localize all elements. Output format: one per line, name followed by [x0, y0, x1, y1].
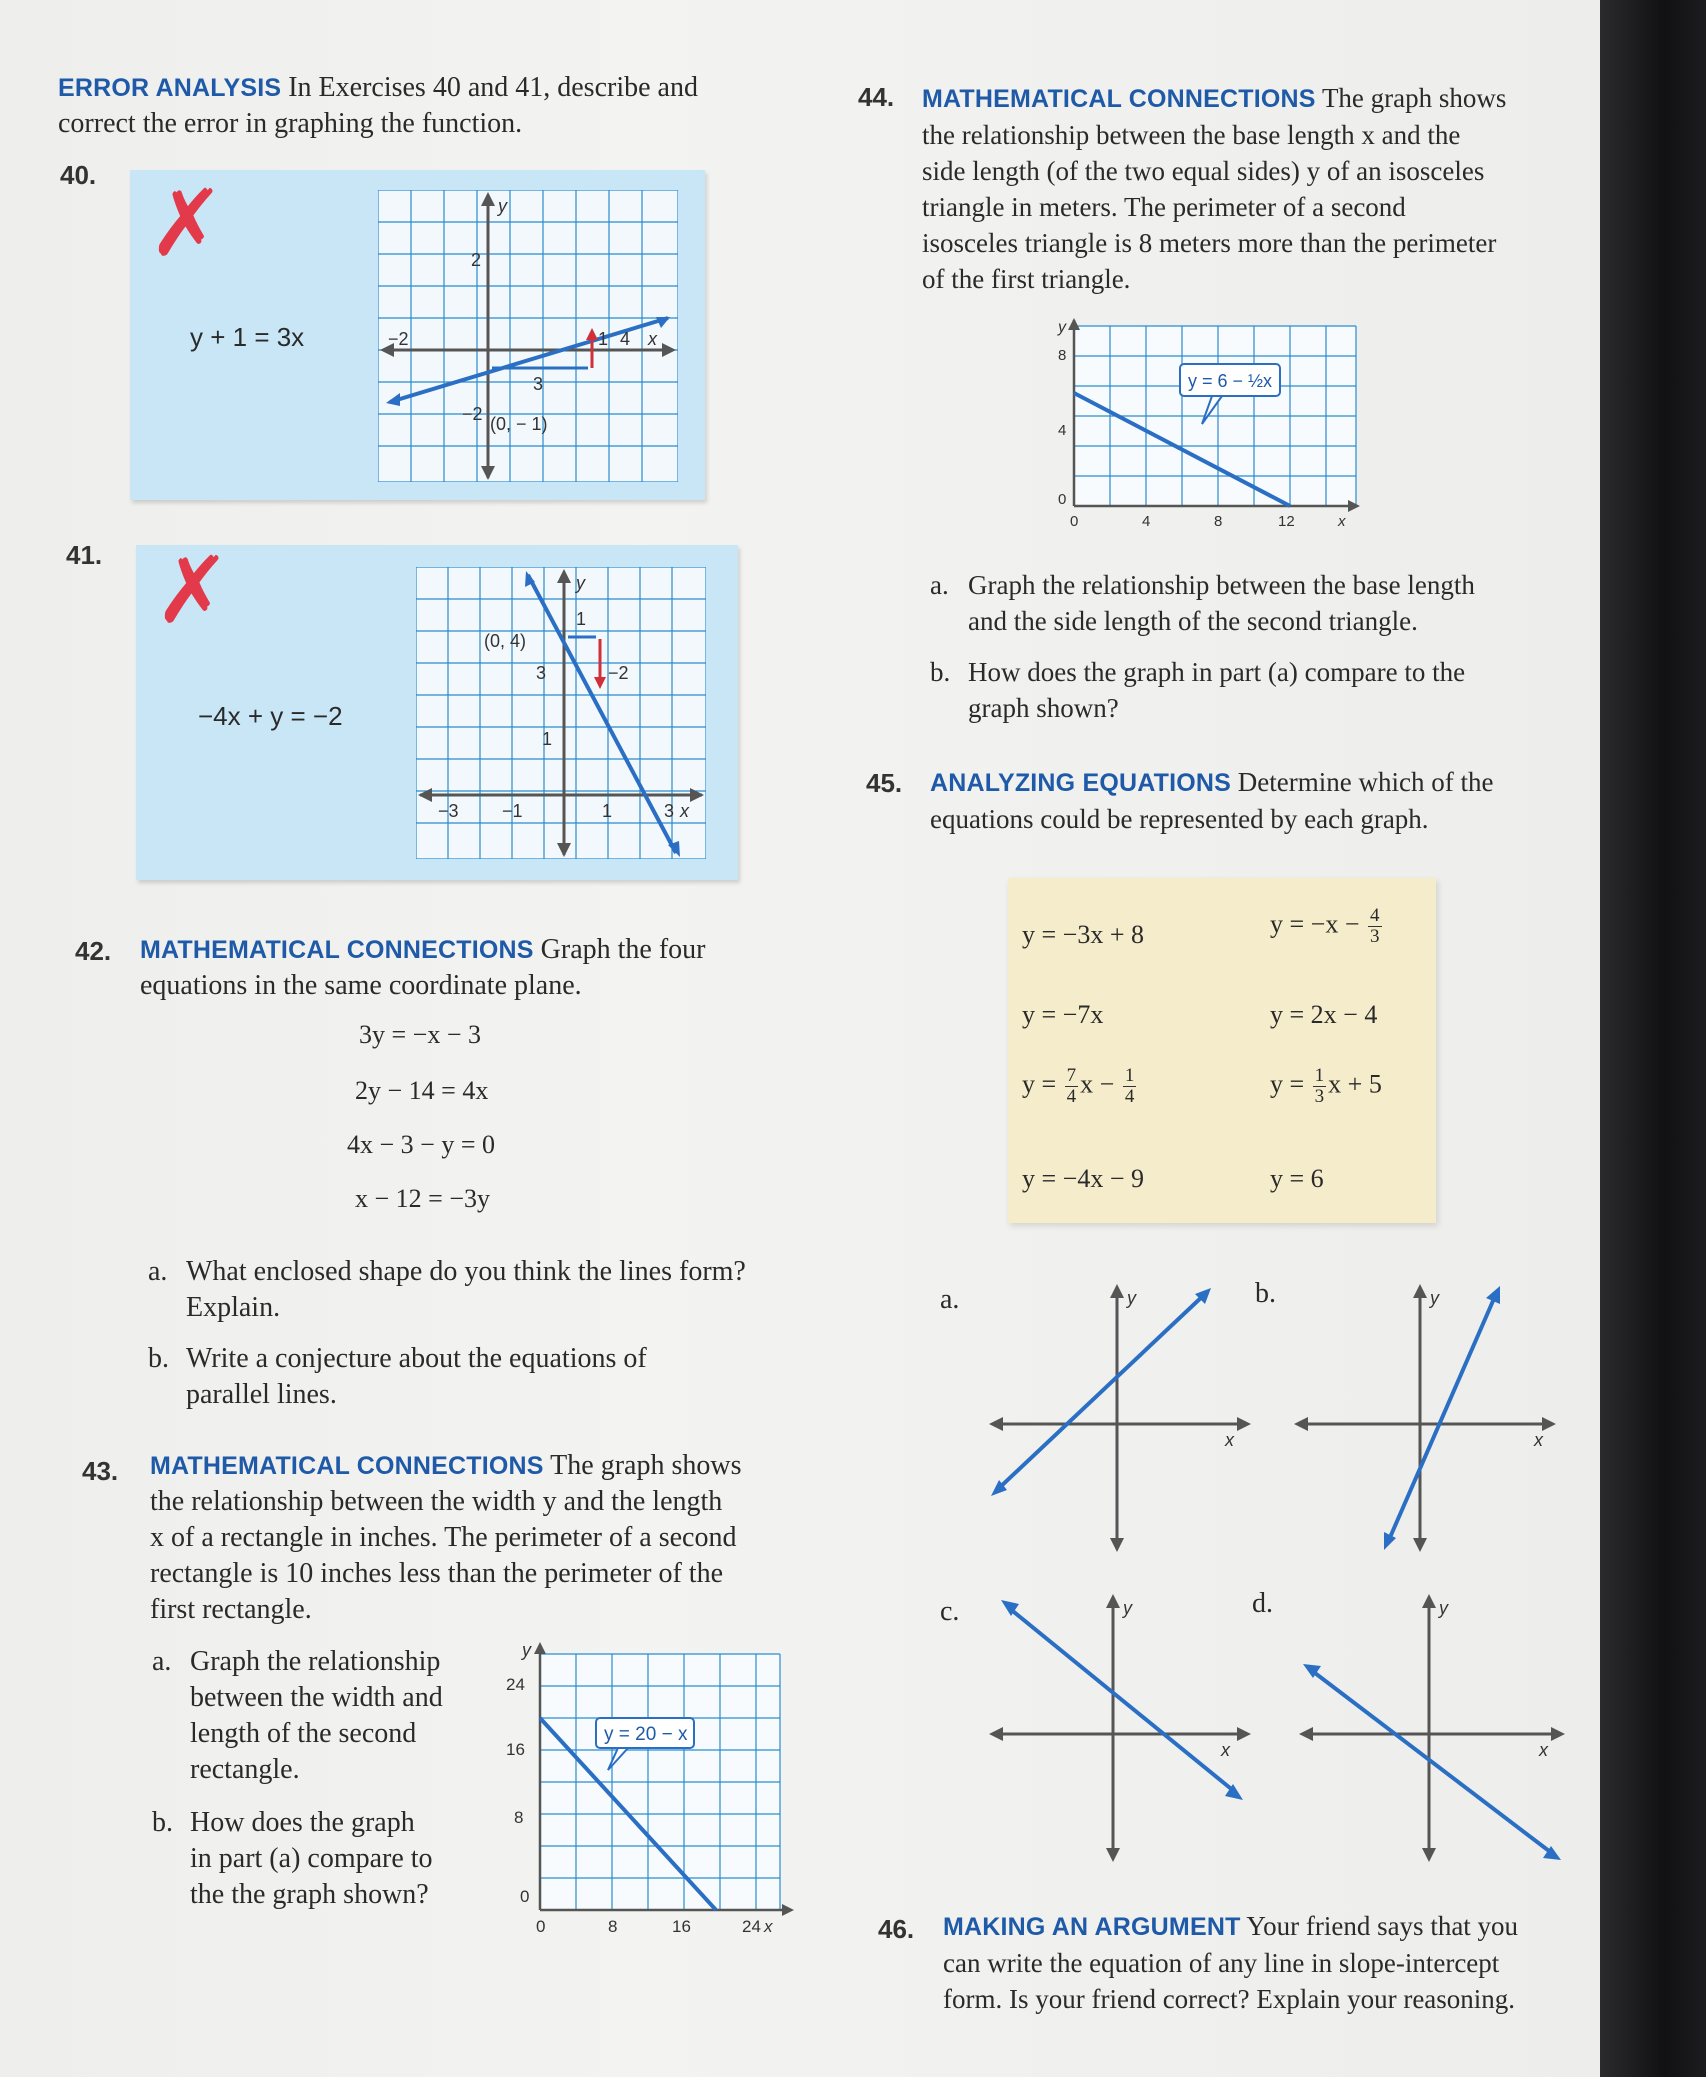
- y-arrow-down-icon: [1106, 1848, 1120, 1862]
- graph-43-xtick-8: 8: [608, 1917, 618, 1936]
- exercise-45-number: 45.: [866, 768, 903, 798]
- ex45-eq-r1c2: [1270, 906, 1384, 947]
- ex45-eq-r1c1: y = −3x + 8: [1022, 920, 1144, 949]
- ex42-a-text2: Explain.: [186, 1292, 281, 1323]
- exercise-42-heading: MATHEMATICAL CONNECTIONS: [140, 936, 534, 964]
- exercise-41-number: 41.: [66, 540, 103, 570]
- graph-41-tick-3: 3: [536, 663, 547, 683]
- ex45-graph-d-label: d.: [1252, 1588, 1273, 1619]
- y-arrow-down-icon: [1422, 1848, 1436, 1862]
- ex45-graph-d: [1295, 1590, 1570, 1865]
- ex45-eq-r1c2-frac: [1368, 906, 1382, 947]
- ex42-equation-1: 3y = −x − 3: [359, 1020, 481, 1049]
- graph-40-run-3: 3: [533, 374, 544, 394]
- graph-44-ytick-0: 0: [1058, 491, 1067, 508]
- exercise-44-intro: [922, 80, 1582, 297]
- graph-40-y-label: y: [498, 196, 507, 216]
- ex45-eq-r3c1-mid: x −: [1080, 1069, 1115, 1099]
- ex44-part-b: [930, 654, 1465, 726]
- ex42-equation-2: 2y − 14 = 4x: [355, 1076, 489, 1105]
- graph-44-xtick-8: 8: [1214, 513, 1223, 530]
- graph-43-xtick-0: 0: [536, 1917, 546, 1936]
- ex43-part-b: [152, 1805, 433, 1913]
- x-arrow-right-icon: [1237, 1417, 1251, 1431]
- graph-40-tick-1: 1: [598, 329, 609, 349]
- exercise-43-graph: [500, 1640, 800, 1940]
- graph-c-x-label: x: [1221, 1740, 1230, 1760]
- ex45-graph-a-label: a.: [940, 1284, 960, 1315]
- error-analysis-text: In Exercises 40 and 41, describe and: [288, 72, 698, 103]
- ex43-line-2: the relationship between the width y and the length: [150, 1486, 723, 1517]
- graph-43-ytick-8: 8: [514, 1808, 524, 1827]
- exercise-41-equation: −4x + y = −2: [198, 701, 343, 731]
- exercise-46-intro: [943, 1908, 1593, 2017]
- ex44-b-line-1: How does the graph in part (a) compare to the: [968, 657, 1466, 687]
- exercise-41-box: [136, 537, 738, 880]
- x-arrow-right-icon: [1542, 1417, 1556, 1431]
- y-arrow-down-icon: [1110, 1538, 1124, 1552]
- ex43-a-label: a.: [152, 1646, 172, 1677]
- exercise-40-number: 40.: [60, 160, 97, 190]
- graph-40-bg: [378, 190, 678, 482]
- ex44-line-3: side length (of the two equal sides) y of an isosceles: [922, 156, 1485, 186]
- ex45-text: Determine which of the: [1237, 767, 1494, 797]
- graph-44-x-label: x: [1338, 513, 1346, 530]
- ex43-a-line-2: between the width and: [190, 1682, 443, 1713]
- ex45-eq-r3c2-frac: [1313, 1066, 1327, 1107]
- error-analysis-intro: [58, 70, 778, 142]
- graph-44-xtick-12: 12: [1278, 513, 1295, 530]
- ex45-eq-r3c1-frac1: [1065, 1066, 1079, 1107]
- ex43-a-line-4: rectangle.: [190, 1754, 300, 1785]
- ex45-graph-c-label: c.: [940, 1596, 960, 1627]
- ex43-b-label: b.: [152, 1807, 173, 1838]
- graph-40-tick-2: 2: [471, 250, 482, 270]
- error-analysis-text2: correct the error in graphing the function.: [58, 108, 523, 139]
- y-arrow-icon: [534, 1642, 546, 1654]
- ex42-a-text: What enclosed shape do you think the lines form?: [186, 1256, 746, 1287]
- graph-b-line: [1388, 1294, 1496, 1542]
- ex44-line-6: of the first triangle.: [922, 264, 1131, 294]
- ex42-b-label: b.: [148, 1343, 169, 1374]
- graph-d-line: [1311, 1670, 1553, 1854]
- exercise-42-number: 42.: [75, 936, 112, 966]
- frac-numerator: 7: [1066, 1065, 1077, 1086]
- exercise-43-heading: MATHEMATICAL CONNECTIONS: [150, 1452, 544, 1480]
- error-x-icon: ✗: [154, 537, 232, 644]
- graph-44-ytick-8: 8: [1058, 347, 1067, 364]
- ex42-b-text: Write a conjecture about the equations of: [186, 1343, 647, 1374]
- graph-43-x-label: x: [764, 1917, 773, 1936]
- graph-41-tick-1: 1: [542, 729, 553, 749]
- y-arrow-icon: [1068, 318, 1080, 330]
- page-edge-shadow: [1600, 0, 1706, 2077]
- ex43-b-line-1: How does the graph: [190, 1807, 415, 1838]
- graph-a-line: [997, 1294, 1205, 1490]
- exercise-45-intro: [930, 764, 1570, 837]
- frac-numerator: 1: [1314, 1065, 1325, 1086]
- ex45-eq-r3c1-frac2: [1123, 1066, 1137, 1107]
- graph-a-y-label: y: [1127, 1288, 1136, 1308]
- graph-40-tick-neg2y: −2: [462, 404, 483, 424]
- graph-b-x-label: x: [1534, 1430, 1543, 1450]
- frac-denominator: 3: [1314, 1086, 1325, 1107]
- x-arrow-right-icon: [1237, 1727, 1251, 1741]
- graph-a-x-label: x: [1225, 1430, 1234, 1450]
- graph-43-xtick-16: 16: [672, 1917, 691, 1936]
- graph-44-xtick-4: 4: [1142, 513, 1151, 530]
- exercise-44-heading: MATHEMATICAL CONNECTIONS: [922, 85, 1316, 113]
- ex44-part-a: [930, 567, 1475, 639]
- graph-40-tick-neg2x: −2: [388, 329, 409, 349]
- graph-c-line: [1009, 1608, 1235, 1792]
- ex42-equation-3: 4x − 3 − y = 0: [347, 1130, 495, 1159]
- ex44-b-label: b.: [930, 657, 951, 687]
- x-arrow-left-icon: [989, 1727, 1003, 1741]
- y-arrow-icon: [1110, 1284, 1124, 1298]
- exercise-44-number: 44.: [858, 82, 895, 112]
- exercise-45-heading: ANALYZING EQUATIONS: [930, 769, 1232, 797]
- exercise-41-graph: [416, 567, 706, 859]
- error-x-icon: ✗: [148, 170, 226, 277]
- ex45-graph-c: [985, 1590, 1255, 1865]
- ex45-eq-r3c1: [1022, 1066, 1138, 1107]
- ex42-b-text2: parallel lines.: [186, 1379, 337, 1410]
- exercise-40-box: [130, 170, 705, 500]
- graph-41-tick-3x: 3: [664, 801, 675, 821]
- graph-d-y-label: y: [1439, 1598, 1448, 1618]
- exercise-40-graph: [378, 190, 678, 482]
- y-arrow-down-icon: [1413, 1538, 1427, 1552]
- y-arrow-icon: [1413, 1284, 1427, 1298]
- ex45-eq-r3c1-pre: y =: [1022, 1069, 1057, 1099]
- ex45-equations-box: [1008, 878, 1436, 1223]
- exercise-42-intro: [140, 932, 780, 1004]
- exercise-40-equation: y + 1 = 3x: [190, 322, 305, 352]
- ex45-graph-b: [1290, 1280, 1560, 1555]
- graph-41-tick-neg1: −1: [502, 801, 523, 821]
- exercise-46-number: 46.: [878, 1914, 915, 1944]
- ex45-eq-r3c2-pre: y =: [1270, 1069, 1305, 1099]
- ex44-b-line-2: graph shown?: [968, 693, 1119, 723]
- ex44-a-line-2: and the side length of the second triangle.: [968, 606, 1418, 636]
- ex45-eq-r2c2: y = 2x − 4: [1270, 1000, 1378, 1029]
- ex43-a-line-3: length of the second: [190, 1718, 417, 1749]
- ex45-eq-r1c2-pre: y = −x −: [1270, 909, 1360, 939]
- graph-41-point-label: (0, 4): [484, 631, 527, 651]
- ex45-eq-r3c2: [1270, 1066, 1382, 1107]
- graph-43-ytick-16: 16: [506, 1740, 525, 1759]
- exercise-44-graph: [1040, 318, 1370, 533]
- ex43-line-5: first rectangle.: [150, 1594, 312, 1625]
- ex45-eq-r3c2-post: x + 5: [1328, 1069, 1382, 1099]
- ex43-part-a: [152, 1644, 443, 1788]
- graph-40-x-label: x: [648, 329, 657, 349]
- exercise-42-text2: equations in the same coordinate plane.: [140, 970, 582, 1001]
- frac-denominator: 3: [1370, 926, 1380, 947]
- graph-44-xtick-0: 0: [1070, 513, 1079, 530]
- ex44-line-1: The graph shows: [1321, 83, 1507, 113]
- x-arrow-right-icon: [1551, 1727, 1565, 1741]
- ex42-equation-4: x − 12 = −3y: [355, 1184, 490, 1213]
- graph-b-y-label: y: [1430, 1288, 1439, 1308]
- graph-41-run-1: 1: [576, 609, 587, 629]
- ex46-text2: can write the equation of any line in slope-intercept: [943, 1948, 1500, 1978]
- graph-d-x-label: x: [1539, 1740, 1548, 1760]
- ex44-a-line-1: Graph the relationship between the base length: [968, 570, 1475, 600]
- graph-43-xtick-24: 24: [742, 1917, 761, 1936]
- graph-44-equation-label: y = 6 − ½x: [1188, 371, 1273, 391]
- y-arrow-icon: [1106, 1594, 1120, 1608]
- x-arrow-icon: [782, 1904, 794, 1916]
- x-arrow-left-icon: [1299, 1727, 1313, 1741]
- frac-denominator: 4: [1124, 1086, 1135, 1107]
- ex42-part-b: [148, 1341, 647, 1413]
- graph-40-tick-4: 4: [620, 329, 631, 349]
- ex43-b-line-3: the the graph shown?: [190, 1879, 429, 1910]
- x-arrow-left-icon: [989, 1417, 1003, 1431]
- ex42-a-label: a.: [148, 1256, 168, 1287]
- graph-44-ytick-4: 4: [1058, 422, 1067, 439]
- frac-numerator: 1: [1124, 1065, 1135, 1086]
- graph-43-equation-label: y = 20 − x: [604, 1724, 688, 1745]
- exercise-46-heading: MAKING AN ARGUMENT: [943, 1913, 1241, 1941]
- ex45-graph-a: [985, 1280, 1255, 1555]
- graph-41-y-label: y: [576, 573, 585, 593]
- ex44-a-label: a.: [930, 570, 949, 600]
- ex45-eq-r2c1: y = −7x: [1022, 1000, 1104, 1029]
- frac-numerator: 4: [1370, 905, 1380, 926]
- ex43-b-line-2: in part (a) compare to: [190, 1843, 433, 1874]
- graph-43-y-label: y: [522, 1640, 531, 1660]
- graph-41-drop-neg2: −2: [608, 663, 629, 683]
- ex44-line-5: isosceles triangle is 8 meters more than the perimeter: [922, 228, 1497, 258]
- ex46-text3: form. Is your friend correct? Explain your reasoning.: [943, 1984, 1516, 2014]
- ex43-line-3: x of a rectangle in inches. The perimeter of a second: [150, 1522, 737, 1553]
- exercise-43-intro: [150, 1448, 790, 1628]
- ex45-eq-r4c2: y = 6: [1270, 1164, 1324, 1193]
- graph-41-bg: [416, 567, 706, 859]
- ex44-line-4: triangle in meters. The perimeter of a second: [922, 192, 1406, 222]
- ex44-line-2: the relationship between the base length x and the: [922, 120, 1461, 150]
- ex45-eq-r4c1: y = −4x − 9: [1022, 1164, 1144, 1193]
- ex42-part-a: [148, 1254, 746, 1326]
- exercise-43-number: 43.: [82, 1456, 119, 1486]
- ex45-text2: equations could be represented by each graph.: [930, 804, 1429, 834]
- ex45-graph-b-label: b.: [1255, 1278, 1276, 1309]
- frac-denominator: 4: [1066, 1086, 1077, 1107]
- error-analysis-heading: ERROR ANALYSIS: [58, 74, 282, 102]
- graph-41-tick-neg3: −3: [438, 801, 459, 821]
- ex46-text: Your friend says that you: [1246, 1911, 1519, 1941]
- graph-41-x-label: x: [680, 801, 689, 821]
- y-arrow-icon: [1422, 1594, 1436, 1608]
- exercise-42-text: Graph the four: [540, 934, 706, 965]
- ex43-line-1: The graph shows: [550, 1450, 742, 1481]
- graph-c-y-label: y: [1123, 1598, 1132, 1618]
- graph-43-ytick-0: 0: [520, 1887, 530, 1906]
- graph-44-y-label: y: [1058, 319, 1066, 336]
- graph-43-ytick-24: 24: [506, 1675, 525, 1694]
- graph-40-point-label: (0, − 1): [490, 414, 548, 434]
- graph-41-tick-1x: 1: [602, 801, 613, 821]
- ex43-a-line-1: Graph the relationship: [190, 1646, 441, 1677]
- ex43-line-4: rectangle is 10 inches less than the perimeter of the: [150, 1558, 724, 1589]
- x-arrow-left-icon: [1294, 1417, 1308, 1431]
